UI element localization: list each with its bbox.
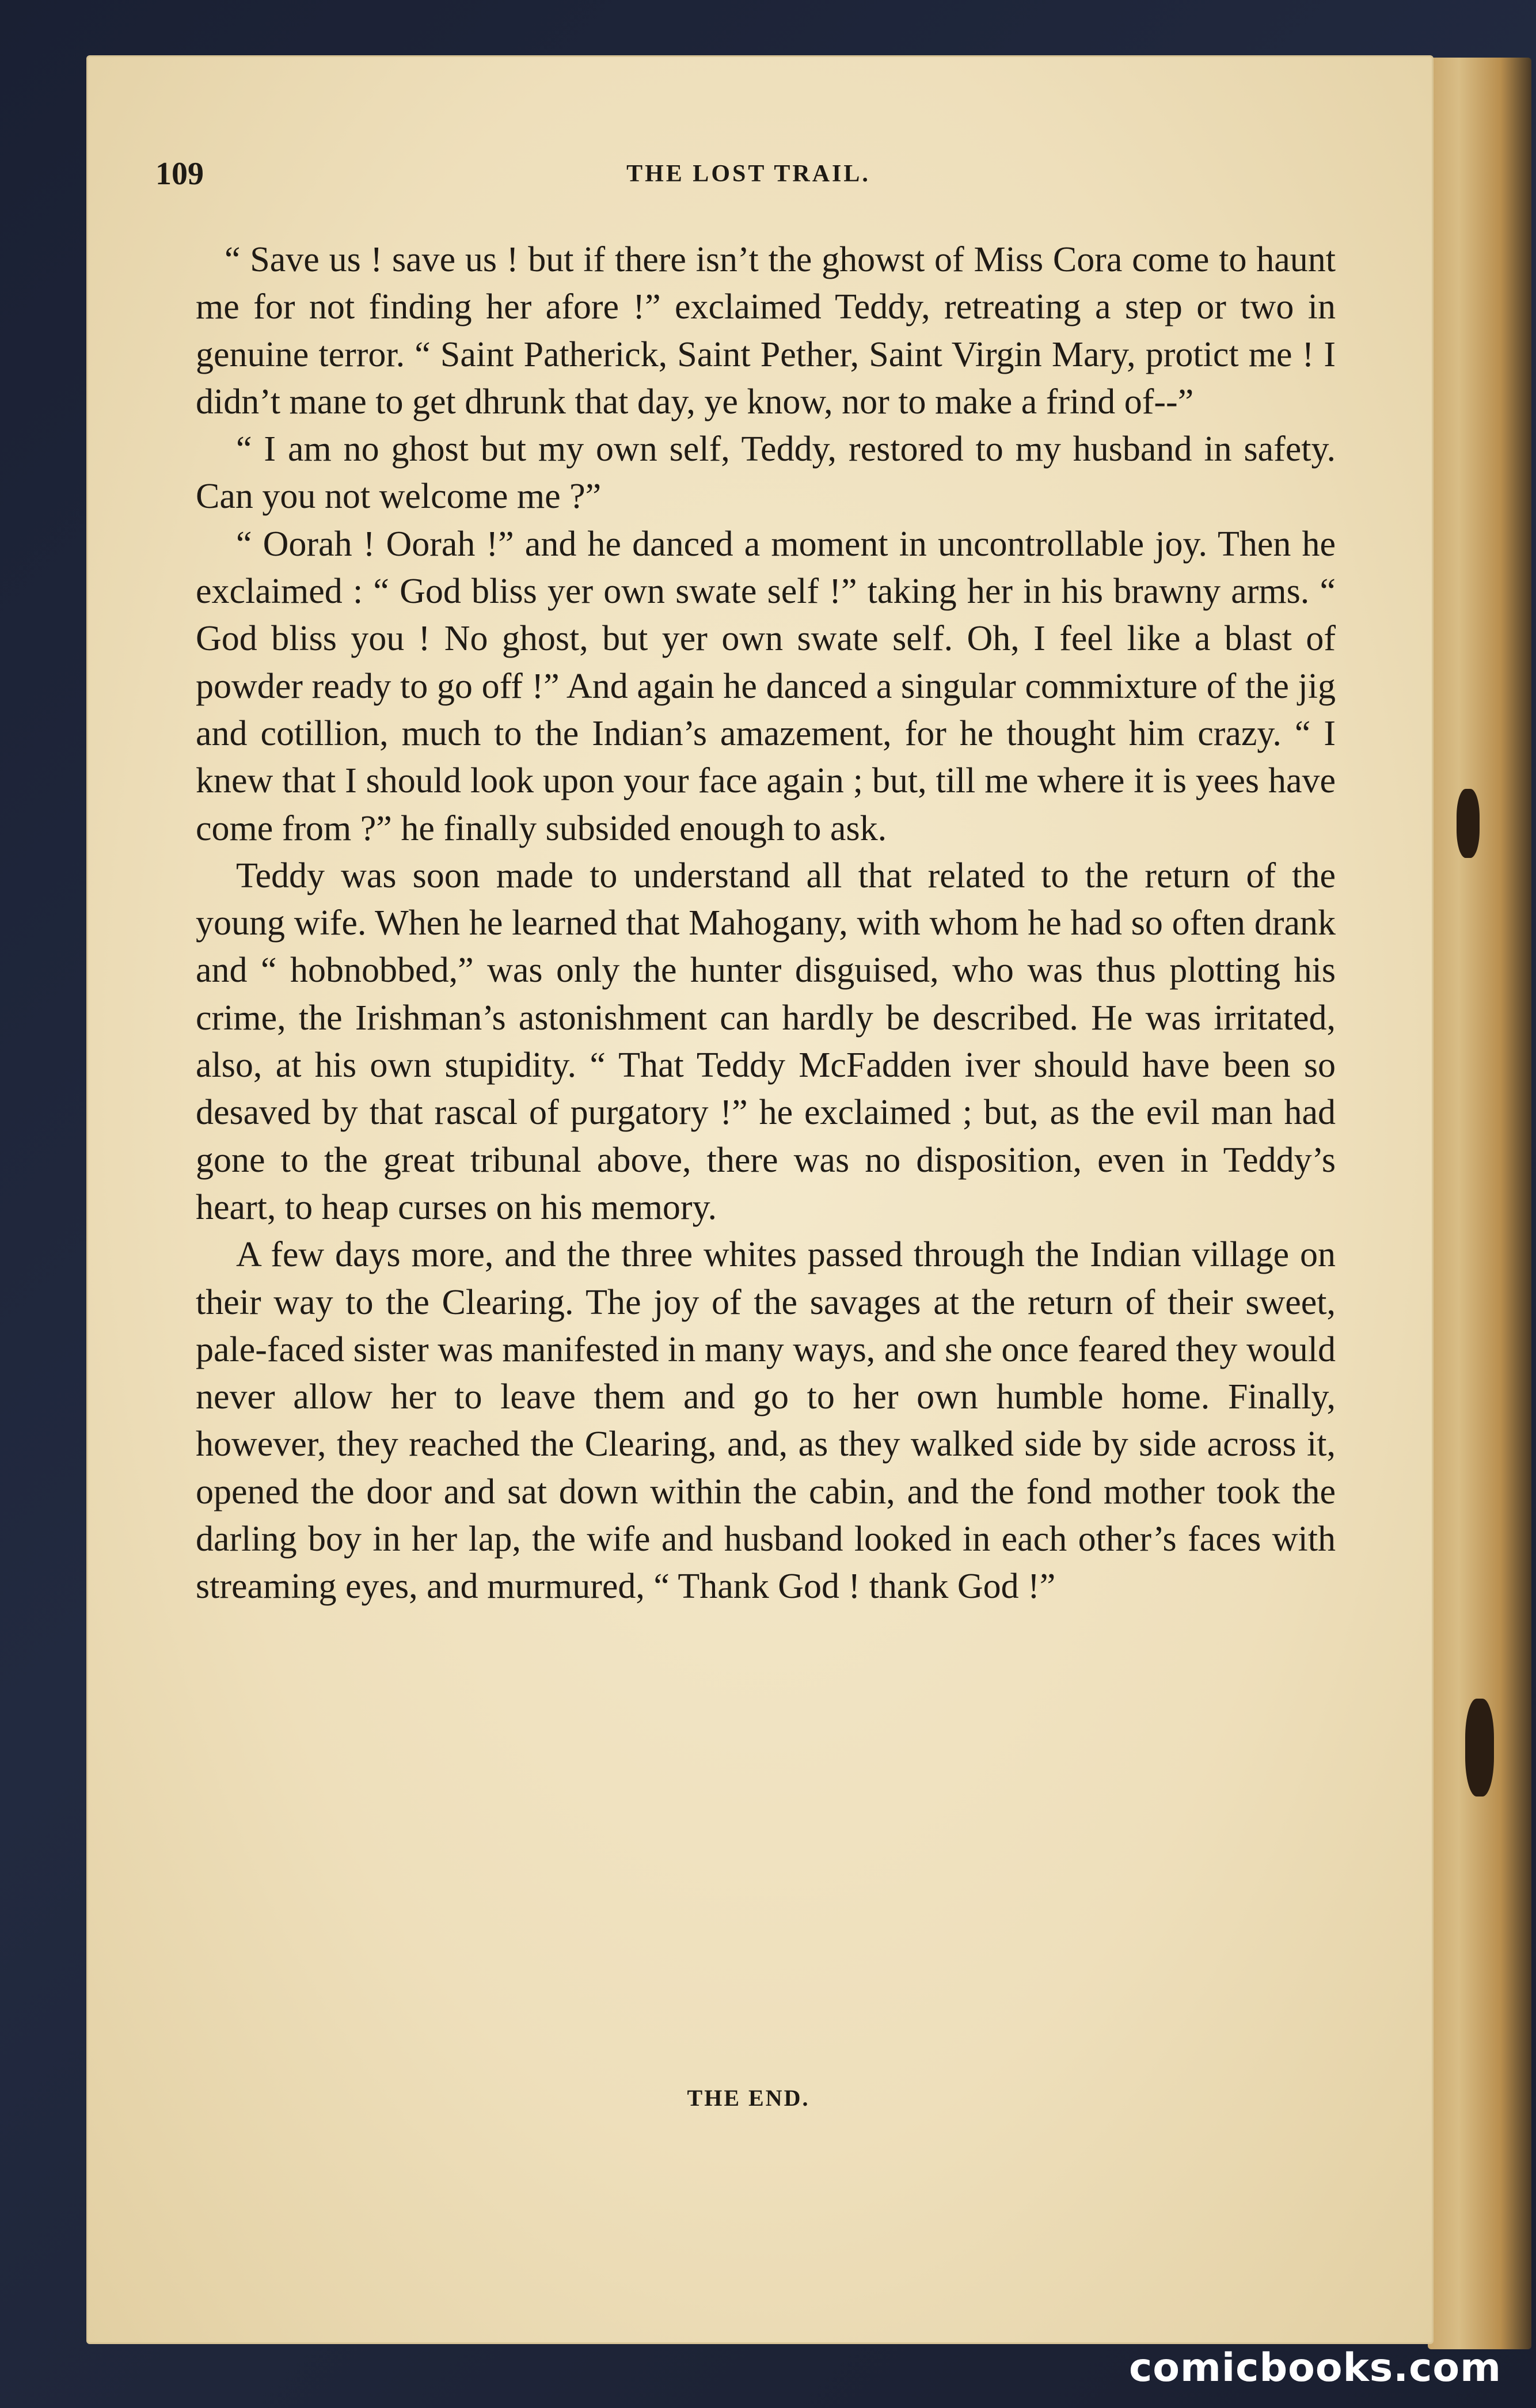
- binding-mark: [1465, 1699, 1494, 1796]
- paragraph: “ Save us ! save us ! but if there isn’t the ghowst of Miss Cora come to haunt me for not finding her afore !” exclaimed Teddy, retreating a step or two in genuine terror. “ Saint Patherick, Saint Pether, Saint Virgin Mary, protict me ! I didn’t mane to get dhrunk that day, ye know, nor to make a frind of--”: [196, 240, 1336, 421]
- page-header: [155, 155, 1341, 202]
- body-text: [196, 236, 1336, 1611]
- book-spine-edge: [1428, 58, 1531, 2349]
- binding-mark: [1457, 789, 1480, 858]
- paragraph: Teddy was soon made to understand all that related to the return of the young wife. When he learned that Mahogany, with whom he had so often drank and “ hobnobbed,” was only the hunter disguised, who was thus plotting his crime, the Irishman’s astonishment can hardly be described. He was irritated, also, at his own stupidity. “ That Teddy McFadden iver should have been so desaved by that rascal of purgatory !” he exclaimed ; but, as the evil man had gone to the great tribunal above, there was no disposition, even in Teddy’s heart, to heap curses on his memory.: [196, 856, 1336, 1227]
- paragraph: “ Oorah ! Oorah !” and he danced a moment in uncontrollable joy. Then he exclaimed : “ God bliss yer own swate self !” taking her in his brawny arms. “ God bliss you ! No ghost, but yer own swate self. Oh, I feel like a blast of powder ready to go off !” And again he danced a singular commixture of the jig and cotillion, much to the Indian’s amazement, for he thought him crazy. “ I knew that I should look upon your face again ; but, till me where it is yees have come from ?” he finally subsided enough to ask.: [196, 524, 1336, 848]
- paragraph: A few days more, and the three whites passed through the Indian village on their way to the Clearing. The joy of the savages at the return of their sweet, pale-faced sister was manifested in many ways, and she once feared they would never allow her to leave them and go to her own humble home. Finally, however, they reached the Clearing, and, as they walked side by side across it, opened the door and sat down within the cabin, and the fond mother took the darling boy in her lap, the wife and husband looked in each other’s faces with streaming eyes, and murmured, “ Thank God ! thank God !”: [196, 1235, 1336, 1606]
- the-end-label: THE END.: [687, 2085, 810, 2111]
- page-number: 109: [155, 156, 204, 192]
- running-head: THE LOST TRAIL.: [626, 161, 870, 187]
- watermark: comicbooks.com: [1128, 2345, 1501, 2391]
- paragraph: “ I am no ghost but my own self, Teddy, restored to my husband in safety. Can you not welcome me ?”: [196, 430, 1336, 516]
